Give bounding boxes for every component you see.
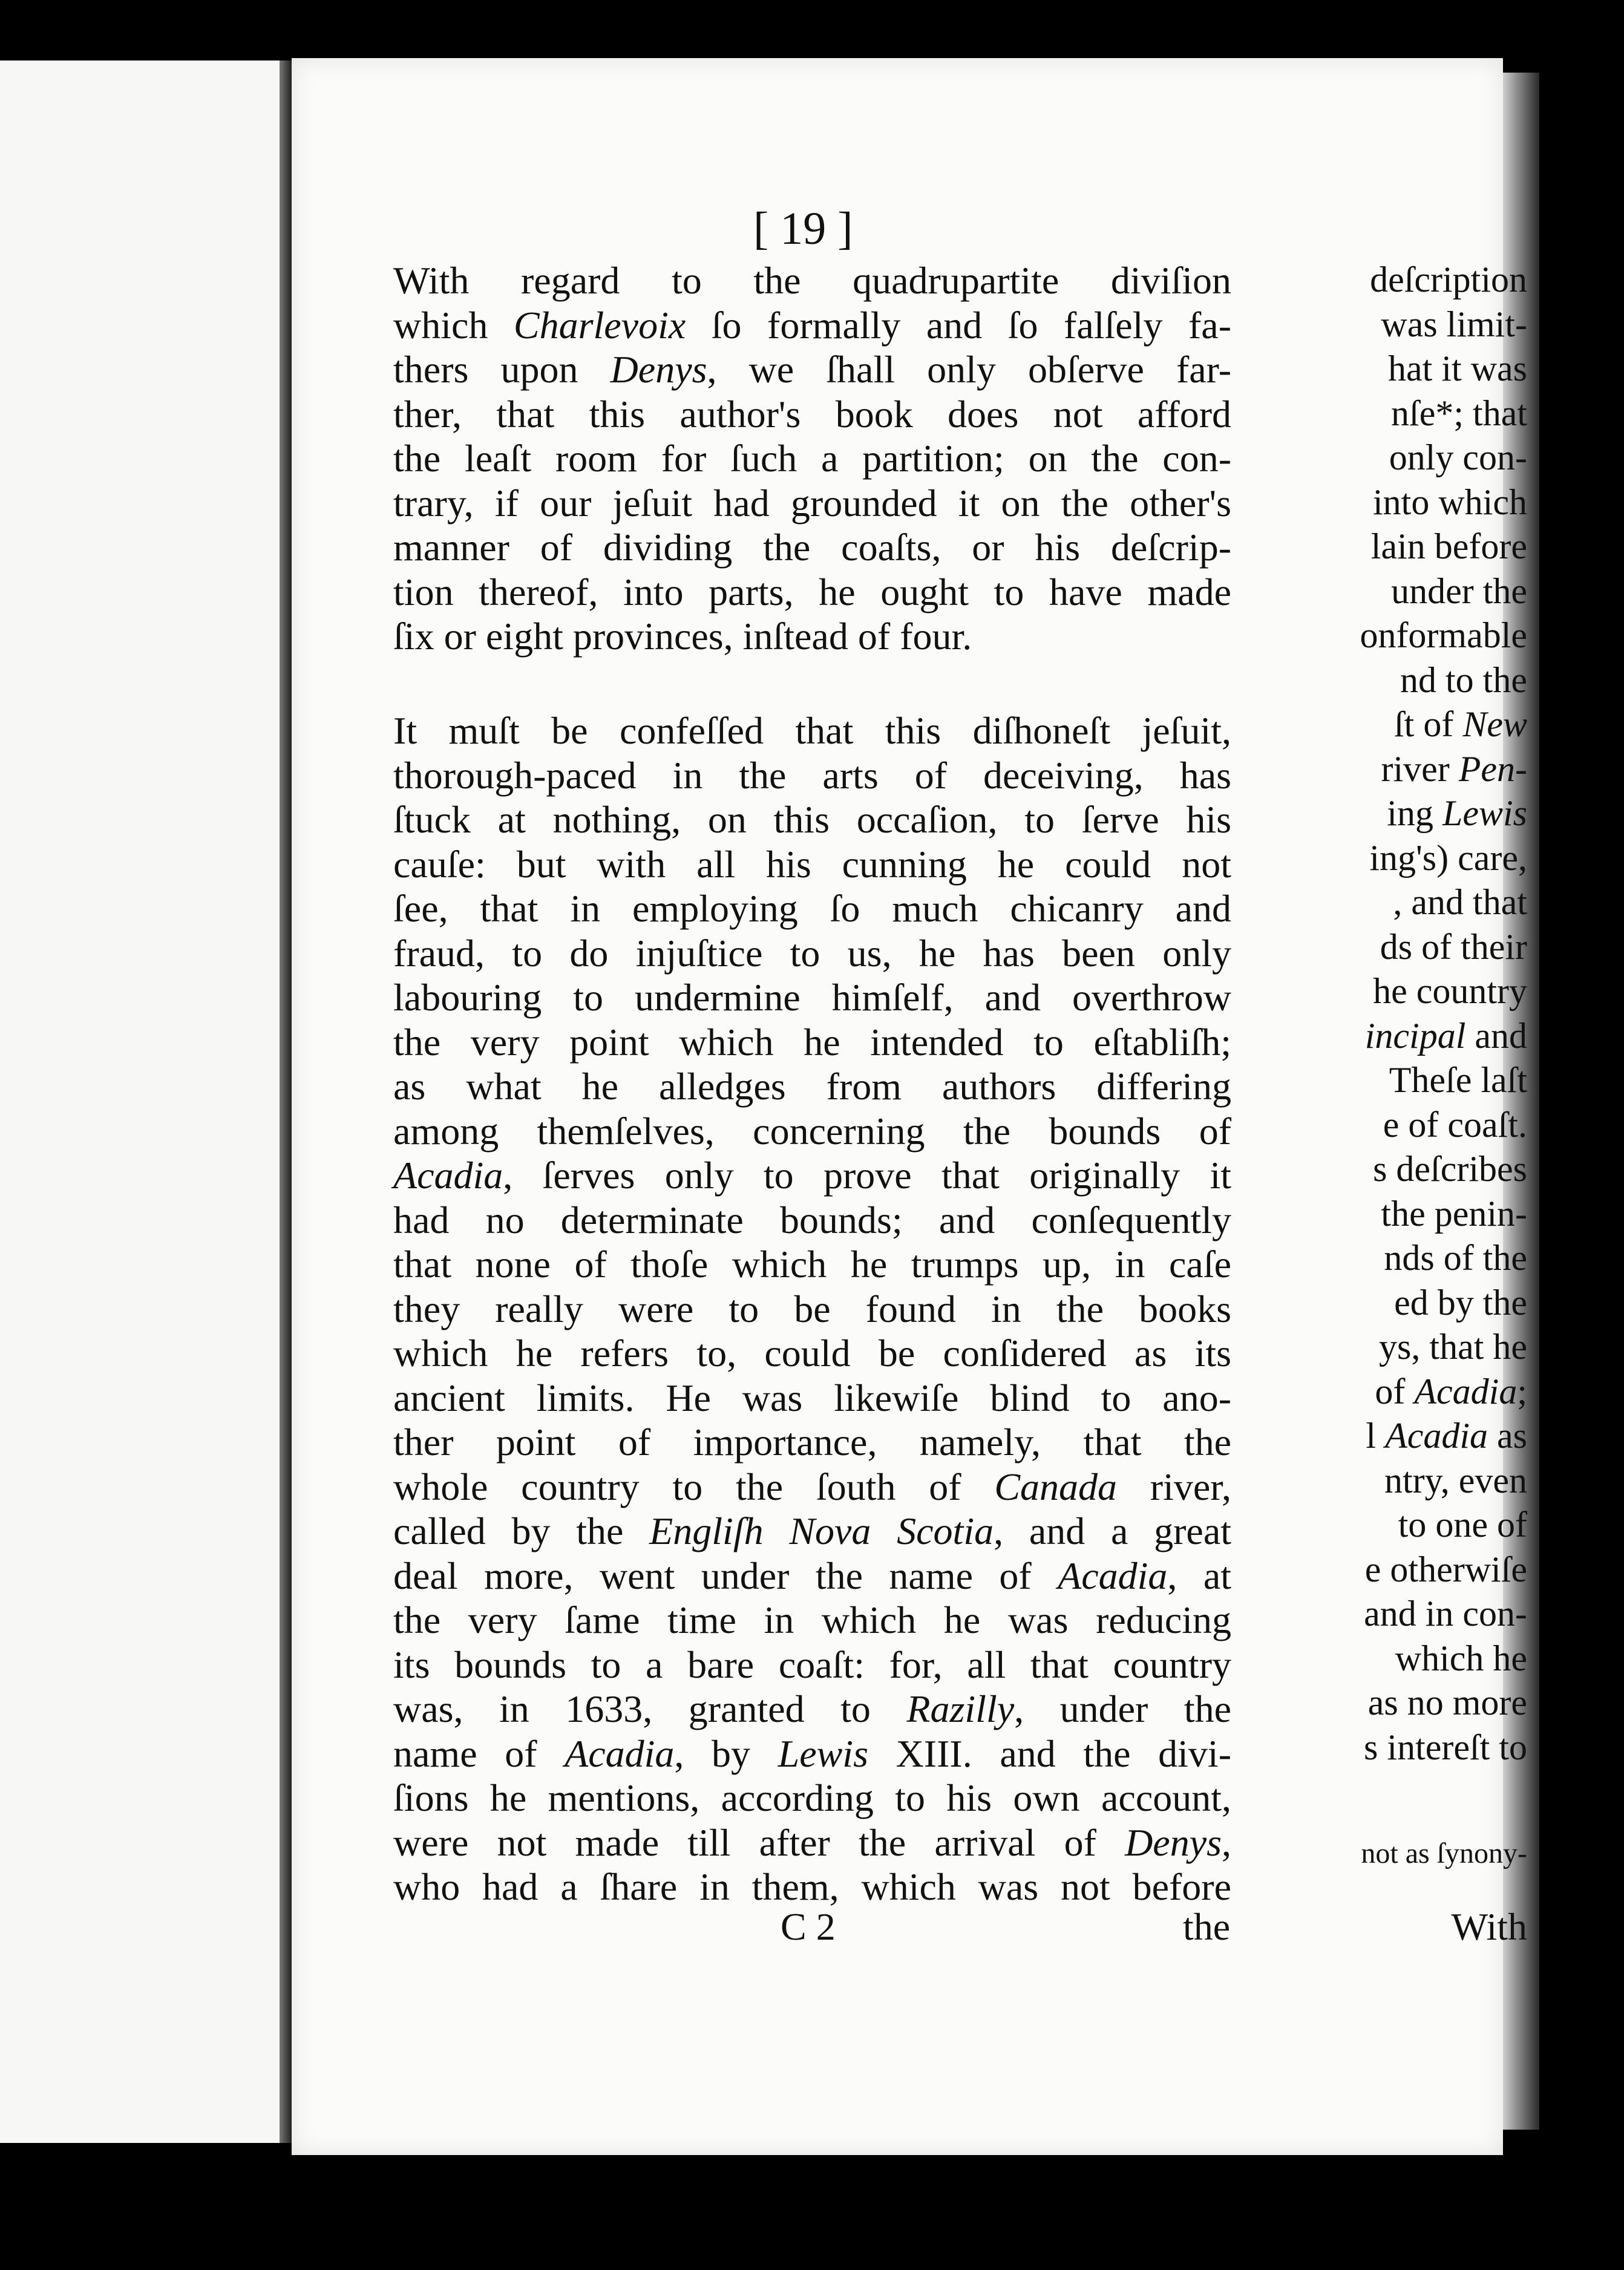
text-line: Acadia, ſerves only to prove that originally it: [393, 1154, 1231, 1197]
previous-page-line: he country: [1373, 971, 1527, 1011]
previous-page-line: was limit-: [1381, 304, 1527, 344]
text-line: ancient limits. He was likewiſe blind to ano-: [393, 1376, 1231, 1419]
text-line: trary, if our jeſuit had grounded it on the other's: [393, 481, 1231, 525]
text-line: tion thereof, into parts, he ought to have made: [393, 570, 1231, 613]
previous-page-line: ſt of New: [1394, 704, 1527, 744]
text-line: called by the Engliſh Nova Scotia, and a great: [393, 1510, 1232, 1552]
text-line: cauſe: but with all his cunning he could not: [393, 842, 1231, 886]
previous-page-line: hat it was: [1388, 348, 1527, 388]
text-line: ſix or eight provinces, inſtead of four.: [393, 615, 972, 658]
previous-page-line: ed by the: [1394, 1282, 1527, 1323]
text-line: whole country to the ſouth of Canada river,: [393, 1465, 1232, 1508]
text-line: they really were to be found in the books: [393, 1287, 1231, 1330]
text-line: that none of thoſe which he trumps up, in caſe: [393, 1243, 1231, 1286]
text-line: thers upon Denys, we ſhall only obſerve far-: [393, 348, 1232, 391]
text-line: With regard to the quadrupartite diviſion: [393, 259, 1231, 302]
previous-page-line: ntry, even: [1384, 1460, 1527, 1500]
previous-page-line: into which: [1373, 482, 1527, 522]
previous-page-line: nds of the: [1384, 1238, 1527, 1278]
previous-page-line: only con-: [1389, 437, 1527, 477]
previous-page-line: to one of: [1398, 1505, 1527, 1545]
page-gutter: [280, 61, 292, 2143]
previous-page-fragment: [0, 61, 280, 2143]
previous-page-line: lain before: [1370, 526, 1527, 566]
previous-page-line: ing's) care,: [1369, 837, 1527, 878]
text-line: had no determinate bounds; and conſequently: [393, 1198, 1231, 1241]
previous-page-line: and in con-: [1364, 1594, 1527, 1634]
previous-page-catchword: With: [1451, 1905, 1527, 1948]
catchword: the: [1183, 1905, 1231, 1948]
text-line: name of Acadia, by Lewis XIII. and the divi-: [393, 1732, 1231, 1775]
previous-page-line: s deſcribes: [1373, 1149, 1527, 1189]
previous-page-line: ys, that he: [1379, 1327, 1527, 1367]
previous-page-footnote: not as ſynony-: [1361, 1837, 1527, 1869]
text-line: the leaſt room for ſuch a partition; on the con-: [393, 437, 1231, 480]
previous-page-line: l Acadia as: [1366, 1416, 1527, 1456]
text-line: who had a ſhare in them, which was not before: [393, 1865, 1231, 1908]
text-line: It muſt be confeſſed that this diſhoneſt jeſuit,: [393, 709, 1231, 752]
previous-page-line: ds of their: [1380, 926, 1527, 967]
text-line: labouring to undermine himſelf, and overthrow: [393, 976, 1231, 1019]
text-line: the very ſame time in which he was reducing: [393, 1598, 1231, 1641]
previous-page-line: , and that: [1393, 882, 1527, 922]
previous-page-line: Theſe laſt: [1389, 1060, 1527, 1100]
text-line: were not made till after the arrival of Denys,: [393, 1820, 1231, 1864]
text-line: fraud, to do injuſtice to us, he has been only: [393, 931, 1231, 975]
text-line: the very point which he intended to eſtabliſh;: [393, 1020, 1231, 1064]
text-line: ſee, that in employing ſo much chicanry and: [393, 887, 1231, 930]
previous-page-line: the penin-: [1381, 1193, 1527, 1234]
text-line: among themſelves, concerning the bounds of: [393, 1109, 1231, 1153]
page-number: [ 19 ]: [753, 203, 853, 254]
text-line: ſtuck at nothing, on this occaſion, to ſerve his: [393, 798, 1231, 841]
previous-page-line: ing Lewis: [1387, 793, 1527, 833]
previous-page-line: nſe*; that: [1391, 393, 1527, 433]
previous-page-line: which he: [1395, 1638, 1527, 1678]
text-line: manner of dividing the coaſts, or his deſcrip-: [393, 526, 1231, 569]
text-line: deal more, went under the name of Acadia, at: [393, 1554, 1232, 1597]
text-line: which he refers to, could be conſidered as its: [393, 1332, 1231, 1375]
previous-page-line: e of coaſt.: [1383, 1104, 1527, 1145]
previous-page-line: of Acadia;: [1375, 1371, 1527, 1411]
text-line: its bounds to a bare coaſt: for, all that country: [393, 1643, 1231, 1686]
text-line: ſions he mentions, according to his own account,: [393, 1776, 1231, 1819]
text-line: was, in 1633, granted to Razilly, under the: [393, 1687, 1232, 1730]
previous-page-line: deſcription: [1370, 260, 1527, 299]
previous-page-line: as no more: [1367, 1683, 1527, 1722]
previous-page-line: s intereſt to: [1364, 1727, 1527, 1767]
text-line: as what he alledges from authors differing: [393, 1065, 1231, 1108]
previous-page-line: under the: [1391, 571, 1527, 611]
previous-page-line: incipal and: [1364, 1015, 1527, 1056]
text-line: ther, that this author's book does not afford: [393, 392, 1231, 436]
text-line: which Charlevoix ſo formally and ſo falſely fa-: [393, 303, 1232, 347]
text-line: thorough-paced in the arts of deceiving, has: [393, 753, 1231, 797]
previous-page-line: onformable: [1360, 615, 1527, 655]
previous-page-line: nd to the: [1400, 659, 1527, 700]
previous-page-line: river Pen-: [1381, 748, 1527, 789]
text-line: ther point of importance, namely, that the: [393, 1421, 1231, 1464]
signature-mark: C 2: [781, 1905, 836, 1948]
previous-page-line: e otherwiſe: [1364, 1549, 1527, 1589]
